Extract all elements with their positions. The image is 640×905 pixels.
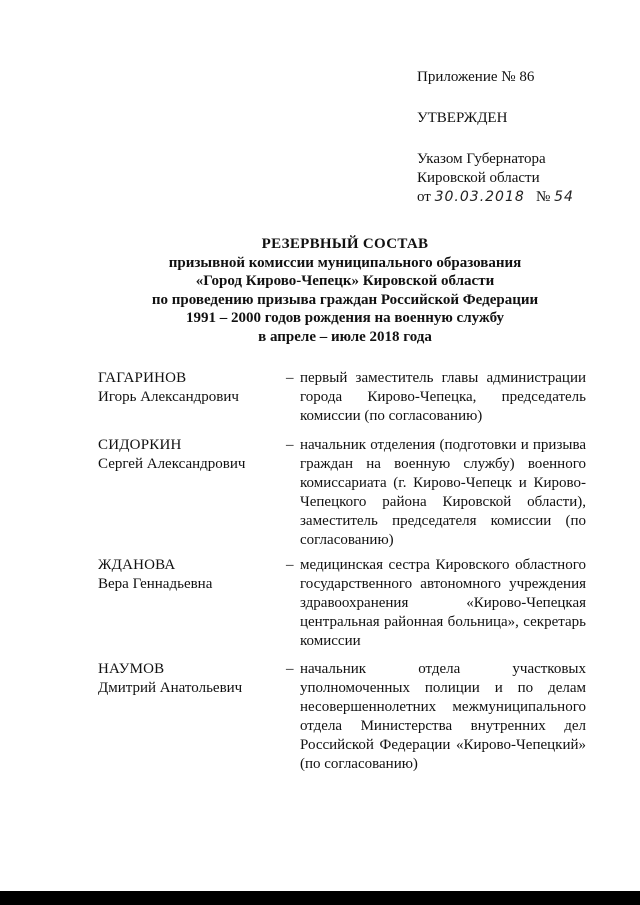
member-dash: – <box>286 370 294 386</box>
member-dash: – <box>286 557 294 573</box>
member-role: начальник отделения (подготовки и призыва граждан на военную службу) военного комиссариата (г. Кирово-Чепецк и Кирово-Чепецкого района Кировской области), заместитель председателя комиссии (по согласованию) <box>300 437 586 548</box>
member-role: медицинская сестра Кировского областного государственного автономного учреждения здравоохранения «Кирово-Чепецкая центральная районная больница», секретарь комиссии <box>300 557 586 649</box>
handwritten-number: 54 <box>554 189 574 205</box>
member-surname: ГАГАРИНОВ <box>98 370 187 386</box>
title-line-4: по проведению призыва граждан Российской Федерации <box>151 291 539 308</box>
member-given-names: Дмитрий Анатольевич <box>98 680 243 696</box>
member-surname: СИДОРКИН <box>98 437 182 453</box>
appendix-number: Приложение № 86 <box>417 69 535 85</box>
approval-block <box>417 68 574 207</box>
member-entry <box>98 436 590 548</box>
title-line-5: 1991 – 2000 годов рождения на военную службу <box>185 310 505 326</box>
member-surname: ЖДАНОВА <box>98 557 176 573</box>
member-given-names: Сергей Александрович <box>98 456 246 472</box>
member-role: начальник отдела участковых уполномоченных полиции и по делам несовершеннолетних межмуниципального отдела Министерства внутренних дел Российской Федерации «Кирово-Чепецкий» (по согласованию) <box>300 661 586 772</box>
member-given-names: Вера Геннадьевна <box>98 576 213 592</box>
member-entry <box>98 369 590 424</box>
number-prefix: № <box>536 189 551 205</box>
member-dash: – <box>286 661 294 677</box>
member-given-names: Игорь Александрович <box>98 389 239 405</box>
title-line-6: в апреле – июле 2018 года <box>258 328 432 345</box>
title-line-1: РЕЗЕРВНЫЙ СОСТАВ <box>261 236 429 252</box>
title-line-3: «Город Кирово-Чепецк» Кировской области <box>195 273 495 289</box>
decree-line-2: Кировской области <box>417 170 540 186</box>
title-line-2: призывной комиссии муниципального образования <box>168 254 522 271</box>
member-entry <box>98 660 590 772</box>
decree-date-line <box>417 188 574 207</box>
approved-label: УТВЕРЖДЕН <box>417 110 508 126</box>
member-entry <box>98 556 590 649</box>
member-surname: НАУМОВ <box>98 661 165 677</box>
handwritten-date: 30.03.2018 <box>434 189 525 205</box>
member-role: первый заместитель главы администрации города Кирово-Чепецка, председатель комиссии (по согласованию) <box>300 370 586 424</box>
decree-line-1: Указом Губернатора <box>417 151 546 167</box>
date-prefix: от <box>417 189 431 205</box>
member-dash: – <box>286 437 294 453</box>
document-title <box>90 235 600 346</box>
scan-edge-bar <box>0 891 640 905</box>
